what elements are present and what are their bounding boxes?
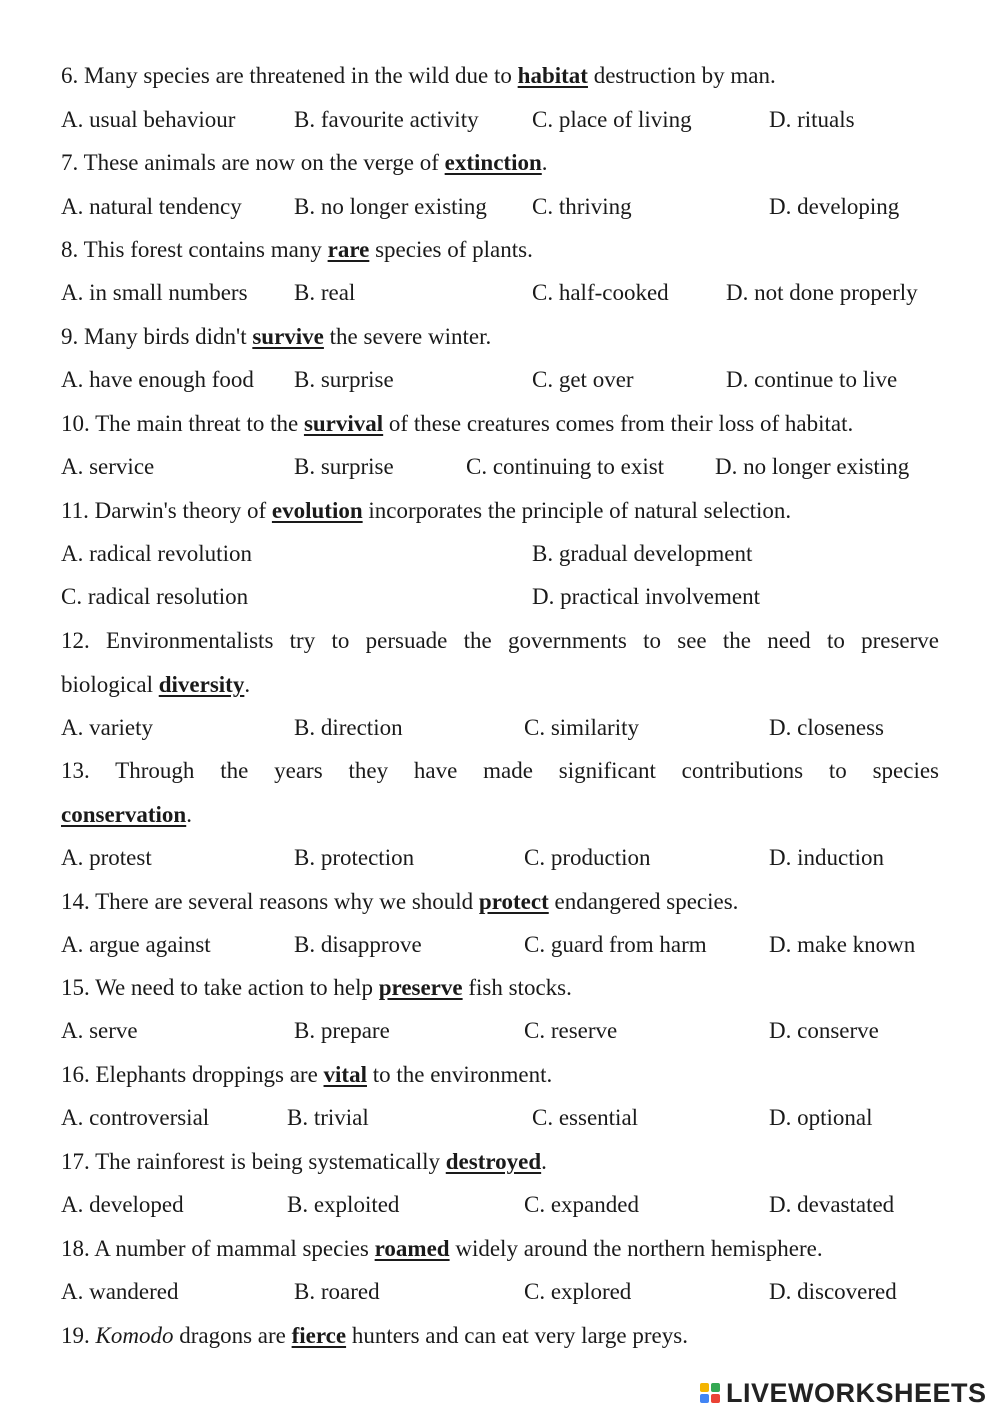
option-a[interactable]: A. developed — [61, 1192, 184, 1217]
option-b[interactable]: B. trivial — [287, 1105, 369, 1130]
option-a[interactable]: A. usual behaviour — [61, 107, 236, 132]
question-13-continued: conservation. — [61, 802, 192, 827]
option-c[interactable]: C. radical resolution — [61, 584, 249, 609]
option-b[interactable]: B. surprise — [294, 367, 394, 392]
option-a[interactable]: A. natural tendency — [61, 194, 242, 219]
keyword: survive — [252, 324, 324, 349]
option-b[interactable]: B. real — [294, 280, 356, 305]
question-11: 11. Darwin's theory of evolution incorporates the principle of natural selection. — [61, 498, 792, 523]
keyword: rare — [327, 237, 370, 262]
option-d[interactable]: D. no longer existing — [715, 454, 910, 479]
option-b[interactable]: B. no longer existing — [294, 194, 487, 219]
question-7: 7. These animals are now on the verge of extinction. — [61, 150, 548, 175]
option-c[interactable]: C. guard from harm — [524, 932, 707, 957]
keyword: habitat — [517, 63, 588, 88]
question-10: 10. The main threat to the survival of these creatures comes from their loss of habitat. — [61, 411, 854, 436]
option-d[interactable]: D. conserve — [769, 1018, 879, 1043]
liveworksheets-logo-icon — [700, 1381, 722, 1405]
keyword: conservation — [61, 802, 187, 827]
question-12-continued: biological diversity. — [61, 672, 251, 697]
option-b[interactable]: B. surprise — [294, 454, 394, 479]
option-a[interactable]: A. serve — [61, 1018, 138, 1043]
keyword: survival — [303, 411, 384, 436]
keyword: fierce — [291, 1323, 347, 1348]
option-d[interactable]: D. make known — [769, 932, 916, 957]
option-b[interactable]: B. roared — [294, 1279, 380, 1304]
question-8: 8. This forest contains many rare species of plants. — [61, 237, 533, 262]
option-a[interactable]: A. controversial — [61, 1105, 210, 1130]
question-14: 14. There are several reasons why we should protect endangered species. — [61, 889, 739, 914]
option-d[interactable]: D. discovered — [769, 1279, 897, 1304]
option-c[interactable]: C. continuing to exist — [466, 454, 665, 479]
option-d[interactable]: D. continue to live — [726, 367, 898, 392]
option-a[interactable]: A. variety — [61, 715, 153, 740]
option-b[interactable]: B. gradual development — [532, 541, 753, 566]
keyword: roamed — [374, 1236, 450, 1261]
option-a[interactable]: A. wandered — [61, 1279, 179, 1304]
option-b[interactable]: B. exploited — [287, 1192, 400, 1217]
option-c[interactable]: C. half-cooked — [532, 280, 669, 305]
keyword: diversity — [158, 672, 245, 697]
option-d[interactable]: D. induction — [769, 845, 884, 870]
option-c[interactable]: C. production — [524, 845, 651, 870]
keyword: vital — [323, 1062, 367, 1087]
option-d[interactable]: D. devastated — [769, 1192, 895, 1217]
option-c[interactable]: C. expanded — [524, 1192, 639, 1217]
option-a[interactable]: A. in small numbers — [61, 280, 248, 305]
option-b[interactable]: B. prepare — [294, 1018, 390, 1043]
question-13: 13. Through the years they have made significant contributions to species — [61, 758, 939, 783]
option-c[interactable]: C. get over — [532, 367, 634, 392]
question-19: 19. Komodo dragons are fierce hunters and can eat very large preys. — [61, 1323, 688, 1348]
option-b[interactable]: B. direction — [294, 715, 403, 740]
option-c[interactable]: C. thriving — [532, 194, 632, 219]
option-a[interactable]: A. have enough food — [61, 367, 254, 392]
liveworksheets-logo — [700, 1378, 987, 1408]
option-c[interactable]: C. similarity — [524, 715, 639, 740]
keyword: extinction — [444, 150, 542, 175]
option-b[interactable]: B. protection — [294, 845, 415, 870]
option-d[interactable]: D. rituals — [769, 107, 855, 132]
question-17: 17. The rainforest is being systematically destroyed. — [61, 1149, 547, 1174]
keyword: protect — [478, 889, 549, 914]
option-a[interactable]: A. argue against — [61, 932, 211, 957]
option-c[interactable]: C. essential — [532, 1105, 639, 1130]
keyword: preserve — [378, 975, 463, 1000]
option-b[interactable]: B. favourite activity — [294, 107, 479, 132]
option-a[interactable]: A. radical revolution — [61, 541, 252, 566]
option-b[interactable]: B. disapprove — [294, 932, 422, 957]
keyword: destroyed — [445, 1149, 542, 1174]
option-d[interactable]: D. optional — [769, 1105, 873, 1130]
option-c[interactable]: C. reserve — [524, 1018, 618, 1043]
option-d[interactable]: D. developing — [769, 194, 900, 219]
question-6: 6. Many species are threatened in the wild due to habitat destruction by man. — [61, 63, 776, 88]
option-c[interactable]: C. place of living — [532, 107, 692, 132]
option-d[interactable]: D. not done properly — [726, 280, 918, 305]
keyword: evolution — [271, 498, 363, 523]
question-15: 15. We need to take action to help preserve fish stocks. — [61, 975, 572, 1000]
option-d[interactable]: D. practical involvement — [532, 584, 761, 609]
option-a[interactable]: A. service — [61, 454, 155, 479]
option-a[interactable]: A. protest — [61, 845, 152, 870]
question-16: 16. Elephants droppings are vital to the environment. — [61, 1062, 553, 1087]
option-c[interactable]: C. explored — [524, 1279, 632, 1304]
question-9: 9. Many birds didn't survive the severe winter. — [61, 324, 492, 349]
logo-text: LIVEWORKSHEETS — [726, 1377, 987, 1408]
option-d[interactable]: D. closeness — [769, 715, 884, 740]
question-12: 12. Environmentalists try to persuade the governments to see the need to preserve — [61, 628, 940, 653]
question-18: 18. A number of mammal species roamed widely around the northern hemisphere. — [61, 1236, 823, 1261]
